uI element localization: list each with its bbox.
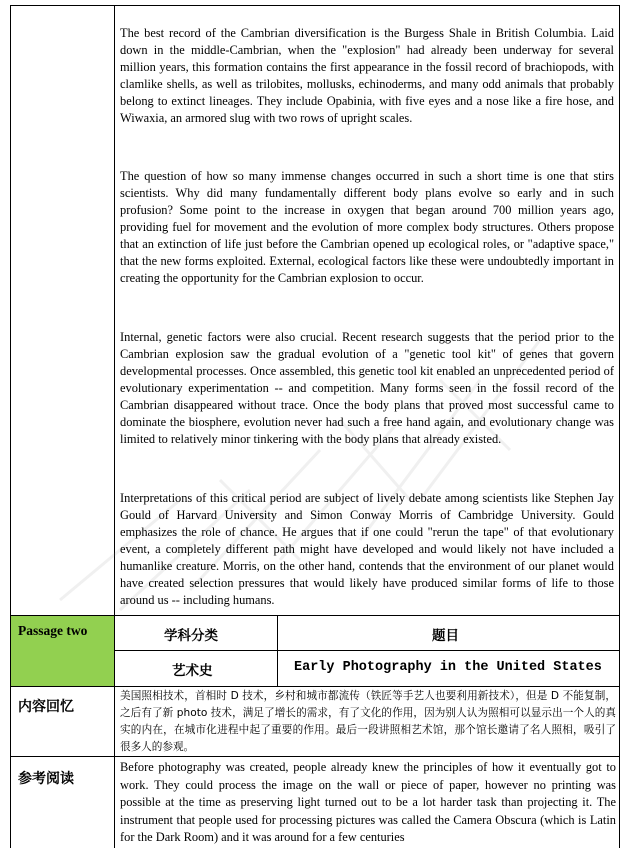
reference-label: 参考阅读 <box>18 771 74 787</box>
subject-value: 艺术史 <box>172 663 213 679</box>
passage-paragraph: Internal, genetic factors were also crucial. Recent research suggests that the period prior to the Cambrian explosion saw the gradual evolution of a "genetic tool kit" of genes that govern developmental processes. Once assembled, this genetic tool kit enabled an unprecedented period of evolutionary experimentation -- and competition. Many forms seen in the fossil record of the Cambrian disappeared without trace. Once the body plans that proved most successful came to dominate the biosphere, evolution never had such a free hand again, and evolutionary change was limited to relatively minor tinkering with the body plans that already existed. <box>120 330 614 446</box>
passage-paragraph: Interpretations of this critical period are subject of lively debate among scientists like Stephen Jay Gould of Harvard University and Simon Conway Morris of Cambridge University. Gould emphasizes the role of chance. He argues that if one could "rerun the tape" of that evolutionary event, a completely different path might have developed and would likely not have included a humanlike creature. Morris, on the other hand, contends that the environment of our planet would have created selection pressures that would likely have produced similar forms of life to those around us -- including humans. <box>120 491 614 607</box>
recall-text: 美国照相技术，首相时 D 技术，乡村和城市都流传（铁匠等手艺人也要利用新技术），但是 D 不能复制，之后有了新 photo 技术，满足了增长的需求，有了文化的作用，因为别人认为照相可以显示出一个人的真实的内在，在城市化进程中起了重要的作用。最后一段讲照相艺术馆，那个馆长邀请了名人照相，吸引了很多人的参观。 <box>120 690 616 753</box>
row-divider-reference <box>10 756 620 757</box>
subject-header: 学科分类 <box>164 628 218 644</box>
passage-paragraph: The best record of the Cambrian diversification is the Burgess Shale in British Columbia. Laid down in the middle-Cambrian, when the "explosion" had already been underway for several million years, this formation contains the first appearance in the fossil record of brachiopods, with clamlike shells, as well as trilobites, mollusks, echinoderms, and many odd animals that probably belong to extinct lineages. They include Opabinia, with five eyes and a nose like a fire hose, and Wiwaxia, an armored slug with two rows of upright scales. <box>120 26 614 125</box>
row-divider-recall <box>10 686 620 687</box>
reference-text: Before photography was created, people already knew the principles of how it eventually got to work. They could process the image on the wall or piece of paper, however no printing was possible at the time as preserving light turned out to be a lot harder task than projecting it. The instrument that people used for processing pictures was called the Camera Obscura (which is Latin for the Dark Room) and it was around for a few centuries <box>120 760 616 845</box>
passage-paragraph: The question of how so many immense changes occurred in such a short time is one that stirs scientists. Why did many fundamentally different body plans evolve so early and in such profusion? Some point to the increase in oxygen that began around 700 million years ago, providing fuel for movement and the evolution of more complex body structures. Others propose that an extinction of life just before the Cambrian opened up ecological roles, or "adaptive space," that the new forms exploited. External, ecological factors like these were undoubtedly important in creating the opportunity for the Cambrian explosion to occur. <box>120 169 614 285</box>
recall-label: 内容回忆 <box>18 699 74 715</box>
title-header: 题目 <box>432 628 459 644</box>
subject-title-divider <box>277 616 278 686</box>
column-divider <box>114 5 115 848</box>
row-divider-subject <box>114 650 620 651</box>
title-value: Early Photography in the United States <box>294 660 602 675</box>
passage-two-label: Passage two <box>18 623 88 638</box>
